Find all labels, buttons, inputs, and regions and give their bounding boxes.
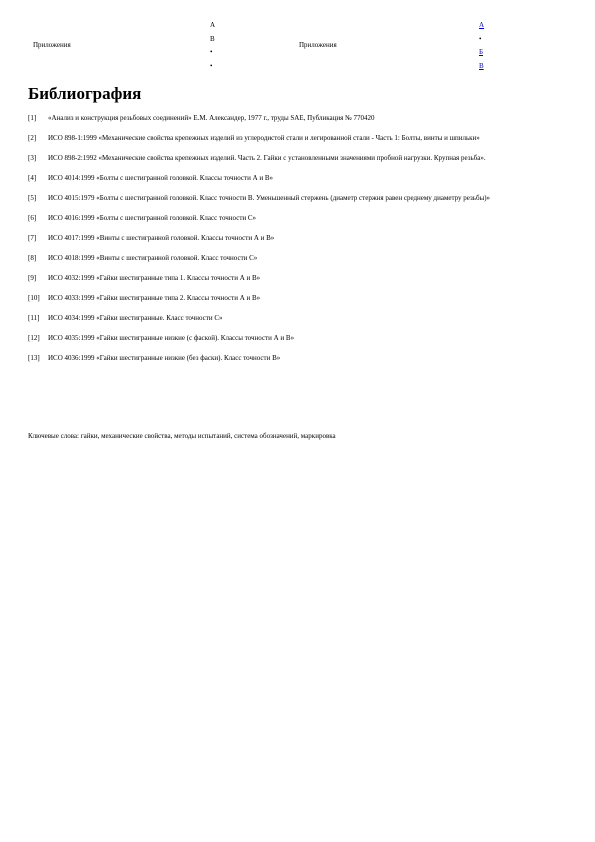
bibliography-entry [28, 134, 573, 143]
bibliography-entry [28, 294, 573, 303]
nav-mid-column [210, 21, 230, 75]
bibliography-entry [28, 114, 573, 123]
bibliography-entry [28, 214, 573, 223]
entry-text: ИСО 4034:1999 «Гайки шестигранные. Класс точности С» [48, 314, 223, 322]
bibliography-entry [28, 354, 573, 363]
entry-text: ИСО 4036:1999 «Гайки шестигранные низкие (без фаски). Класс точности В» [48, 354, 281, 362]
bibliography-entry [28, 154, 573, 163]
appendix-a-link[interactable]: А [479, 21, 485, 29]
bibliography-entry [28, 274, 573, 283]
entry-text: ИСО 4033:1999 «Гайки шестигранные типа 2. Классы точности А и В» [48, 294, 261, 302]
nav-right-column [479, 21, 499, 75]
bibliography-entry [28, 334, 573, 343]
nav-right-bullet: • [479, 34, 482, 43]
nav-right-label: Приложения [299, 41, 337, 49]
entry-number: [2] [28, 134, 37, 142]
bibliography-entry [28, 174, 573, 183]
entry-text: ИСО 898-1:1999 «Механические свойства крепежных изделий из углеродистой стали и легированной стали - Часть 1: Болты, винты и шпильки» [48, 134, 480, 142]
bibliography-entry [28, 254, 573, 263]
entry-number: [6] [28, 214, 37, 222]
bibliography-list [28, 114, 573, 374]
appendix-v-link[interactable]: В [479, 61, 484, 70]
entry-number: [3] [28, 154, 37, 162]
entry-number: [4] [28, 174, 37, 182]
page-title: Библиография [28, 84, 142, 103]
entry-text: ИСО 4015:1979 «Болты с шестигранной головкой. Класс точности В. Уменьшенный стержень (диаметр стержня равен среднему диаметру резьбы)» [48, 194, 491, 202]
appendix-nav-table [28, 18, 568, 72]
entry-number: [11] [28, 314, 40, 322]
entry-text: ИСО 4014:1999 «Болты с шестигранной головкой. Классы точности А и В» [48, 174, 274, 182]
entry-number: [13] [28, 354, 40, 362]
entry-number: [8] [28, 254, 37, 262]
entry-number: [10] [28, 294, 40, 302]
entry-number: [12] [28, 334, 40, 342]
appendix-b-link[interactable]: Б [479, 48, 484, 56]
entry-text: ИСО 898-2:1992 «Механические свойства крепежных изделий. Часть 2. Гайки с установленными значениями пробной нагрузки. Крупная резьба». [48, 154, 486, 162]
entry-number: [9] [28, 274, 37, 282]
entry-number: [1] [28, 114, 37, 122]
nav-mid-bullet: • [210, 48, 213, 56]
bibliography-entry [28, 314, 573, 323]
entry-text: ИСО 4032:1999 «Гайки шестигранные типа 1. Классы точности А и В» [48, 274, 261, 282]
entry-text: ИСО 4016:1999 «Болты с шестигранной головкой. Класс точности С» [48, 214, 257, 222]
bibliography-entry [28, 234, 573, 243]
entry-number: [5] [28, 194, 37, 202]
entry-text: ИСО 4035:1999 «Гайки шестигранные низкие (с фаской). Классы точности А и В» [48, 334, 295, 342]
nav-mid-bullet: • [210, 61, 213, 70]
nav-mid-item-v: В [210, 34, 215, 43]
bibliography-entry [28, 194, 573, 203]
nav-left-label: Приложения [33, 41, 71, 49]
keywords-line: Ключевые слова: гайки, механические свойства, методы испытаний, система обозначений, маркировка [28, 432, 336, 440]
entry-number: [7] [28, 234, 37, 242]
entry-text: ИСО 4018:1999 «Винты с шестигранной головкой. Класс точности С» [48, 254, 258, 262]
nav-mid-item-a: А [210, 21, 216, 29]
entry-text: ИСО 4017:1999 «Винты с шестигранной головкой. Классы точности А и В» [48, 234, 275, 242]
entry-text: «Анализ и конструкция резьбовых соединений» Е.М. Александер, 1977 г., труды SAE, Публикация № 770420 [48, 114, 375, 122]
